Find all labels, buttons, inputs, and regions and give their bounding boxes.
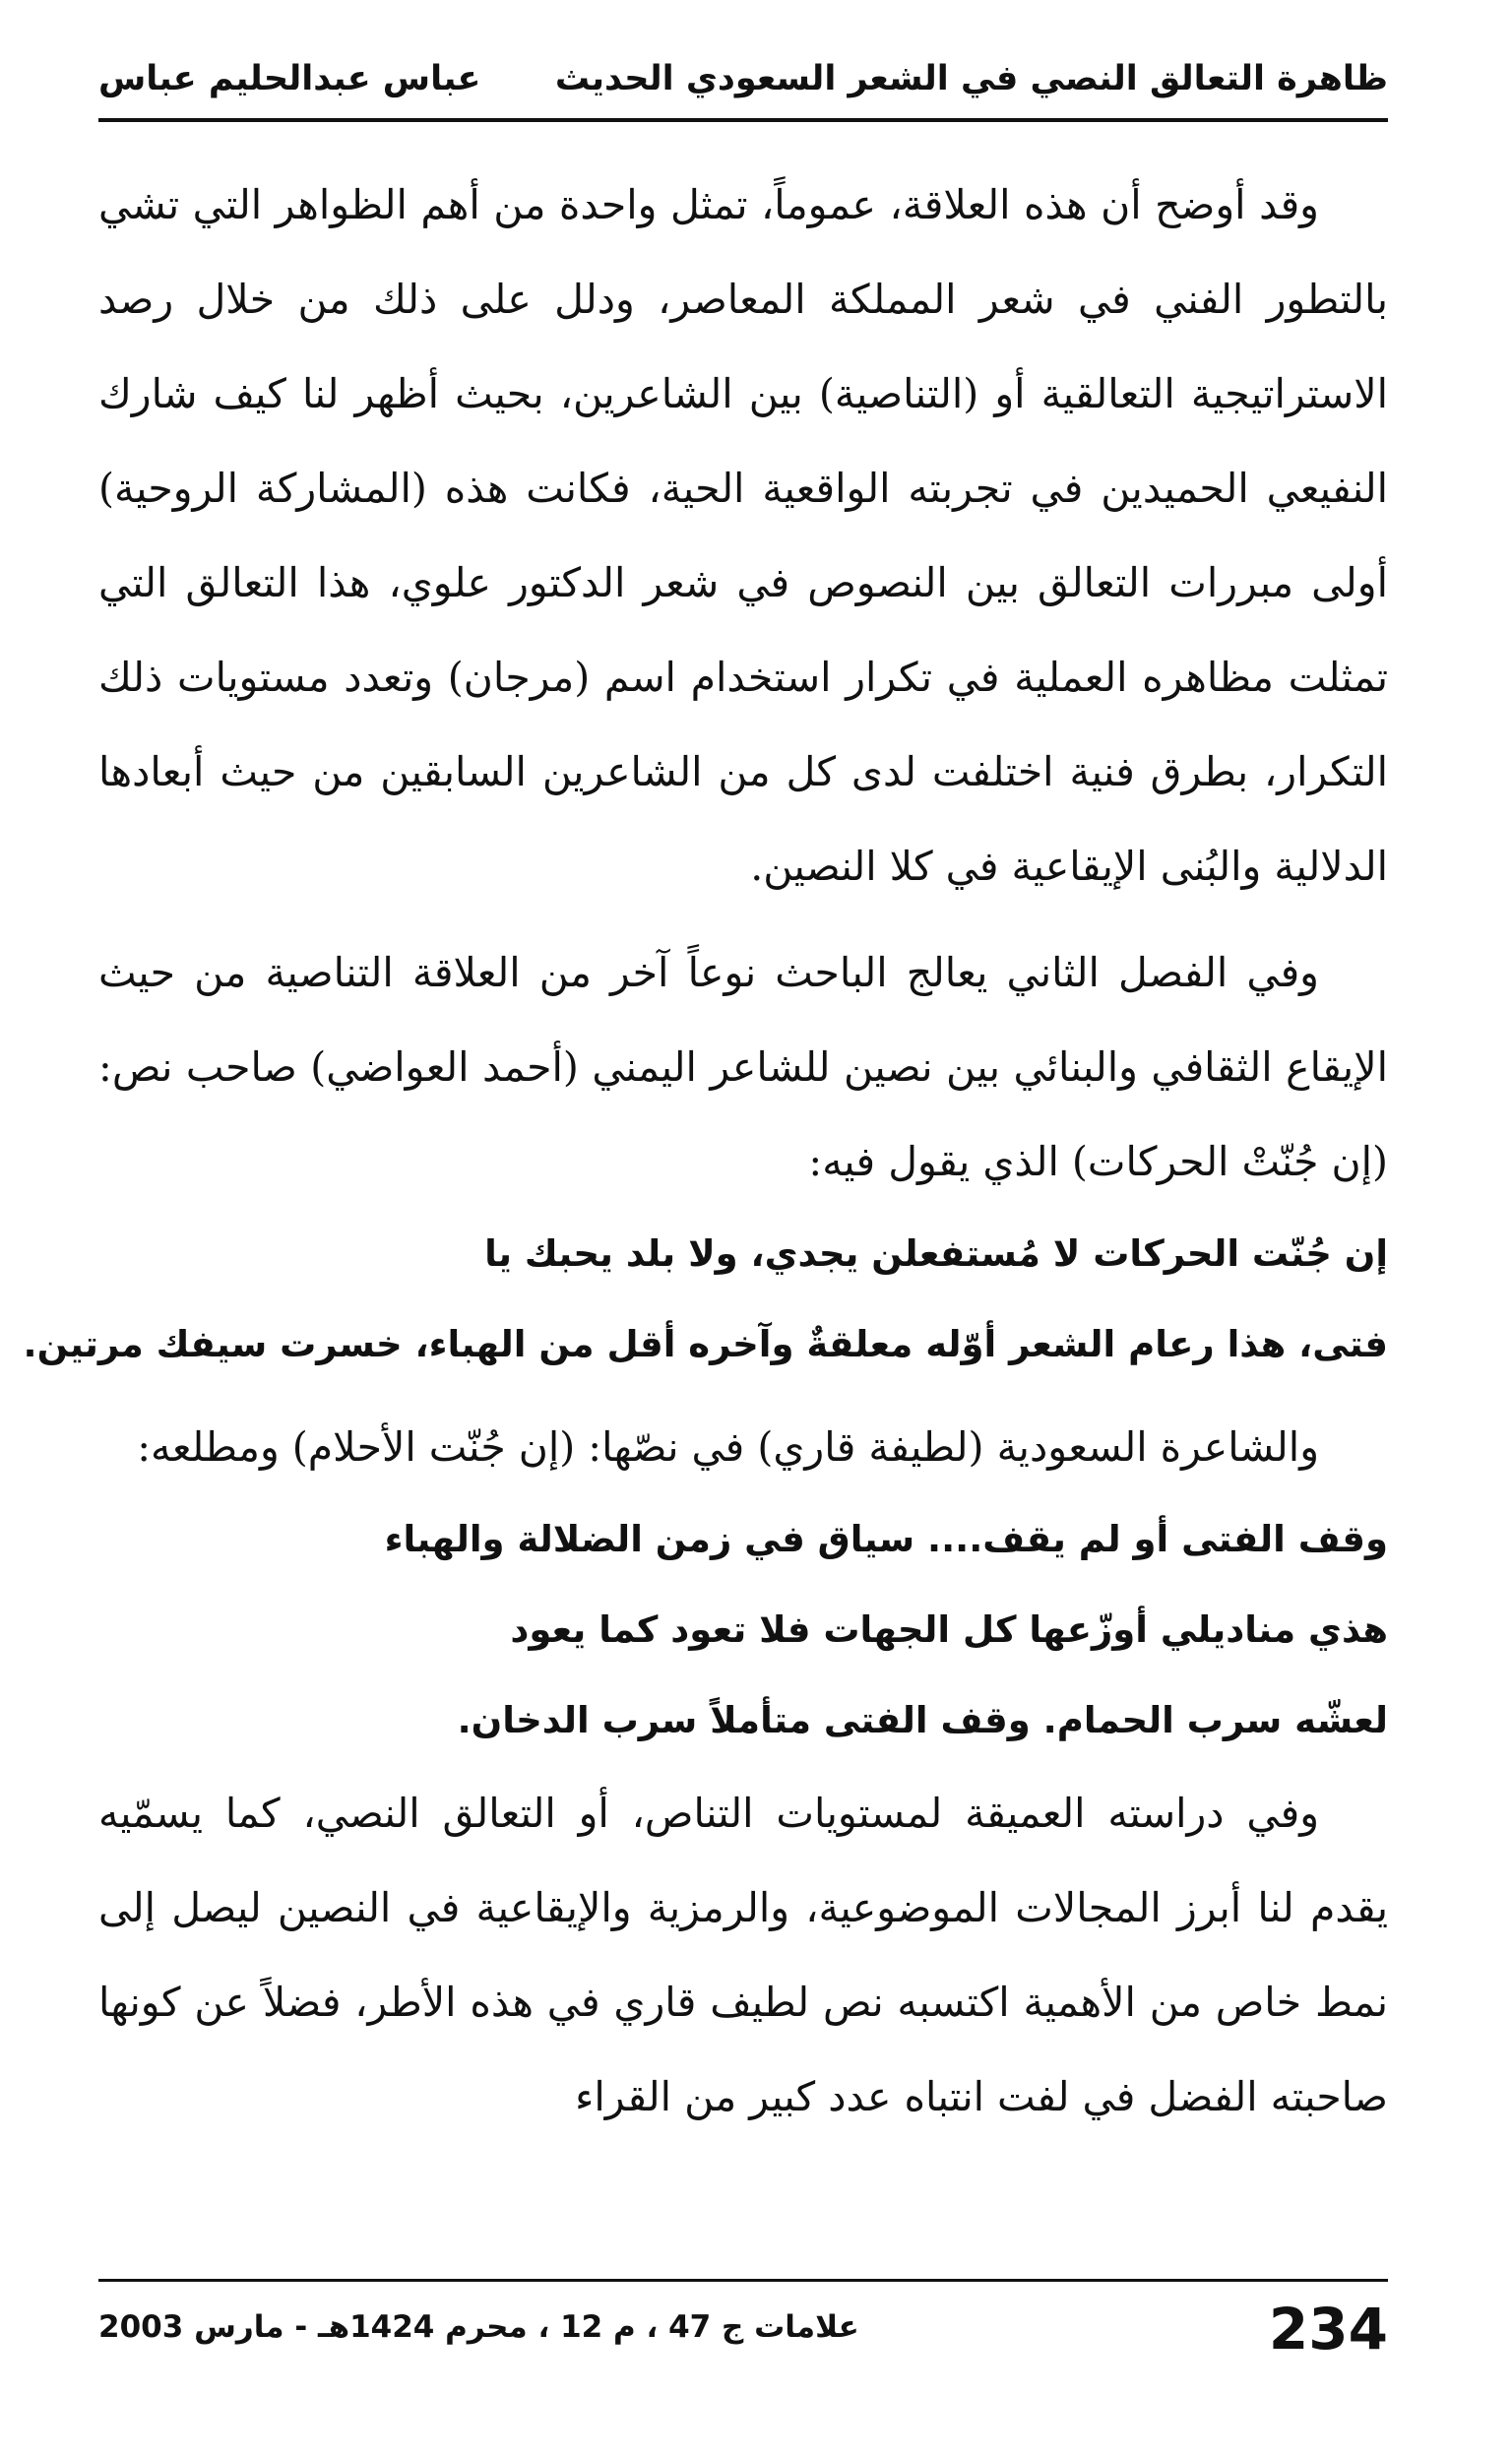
running-footer bbox=[98, 2296, 1388, 2374]
header-title: ظاهرة التعالق النصي في الشعر السعودي الحديث bbox=[554, 59, 1388, 98]
poem-2-line-3: لعشّه سرب الحمام. وقف الفتى متأملاً سرب الدخان. bbox=[457, 1699, 1388, 1741]
poem-2-line-1: وقف الفتى أو لم يقف.... سياق في زمن الضلالة والهباء bbox=[384, 1518, 1388, 1560]
footer-divider bbox=[98, 2279, 1388, 2282]
journal-info: علامات ج 47 ، م 12 ، محرم 1424هـ - مارس 2003 bbox=[98, 2309, 859, 2345]
document-page bbox=[23, 49, 1388, 2412]
quoted-poem-1 bbox=[23, 1209, 1388, 1390]
running-header bbox=[98, 49, 1388, 122]
poem-2-line-2: هذي مناديلي أوزّعها كل الجهات فلا تعود كما يعود bbox=[510, 1608, 1388, 1651]
quoted-poem-2 bbox=[98, 1494, 1388, 1766]
header-author: عباس عبدالحليم عباس bbox=[98, 59, 481, 98]
poem-1-line-1: إن جُنّت الحركات لا مُستفعلن يجدي، ولا بلد يحبك يا bbox=[484, 1232, 1388, 1275]
main-text bbox=[23, 158, 1388, 2156]
paragraph-3: والشاعرة السعودية (لطيفة قاري) في نصّها: (إن جُنّت الأحلام) ومطلعه: bbox=[137, 1423, 1319, 1471]
paragraph-4: وفي دراسته العميقة لمستويات التناص، أو التعالق النصي، كما يسمّيه يقدم لنا أبرز المجالات الموضوعية، والرمزية والإيقاعية في النصين ليصل إلى نمط خاص من الأهمية اكتسبه نص لطيف قاري في هذه الأطر، فضلاً عن كونها صاحبته الفضل في لفت انتباه عدد كبير من القراء bbox=[98, 1790, 1388, 2120]
paragraph-2: وفي الفصل الثاني يعالج الباحث نوعاً آخر من العلاقة التناصية من حيث الإيقاع الثقافي والبنائي بين نصين للشاعر اليمني (أحمد العواضي) صاحب نص: (إن جُنّتْ الحركات) الذي يقول فيه: bbox=[98, 949, 1388, 1185]
paragraph-1: وقد أوضح أن هذه العلاقة، عموماً، تمثل واحدة من أهم الظواهر التي تشي بالتطور الفني في شعر المملكة المعاصر، ودلل على ذلك من خلال رصد الاستراتيجية التعالقية أو (التناصية) بين الشاعرين، بحيث أظهر لنا كيف شارك النفيعي الحميدين في تجربته الواقعية الحية، فكانت هذه (المشاركة الروحية) أولى مبررات التعالق بين النصوص في شعر الدكتور علوي، هذا التعالق التي تمثلت مظاهره العملية في تكرار استخدام اسم (مرجان) وتعدد مستويات ذلك التكرار، بطرق فنية اختلفت لدى كل من الشاعرين السابقين من حيث أبعادها الدلالية والبُنى الإيقاعية في كلا النصين. bbox=[98, 181, 1388, 890]
page-number: 234 bbox=[1268, 2296, 1388, 2362]
poem-1-line-2: فتى، هذا رعام الشعر أوّله معلقةٌ وآخره أقل من الهباء، خسرت سيفك مرتين. bbox=[23, 1323, 1388, 1365]
